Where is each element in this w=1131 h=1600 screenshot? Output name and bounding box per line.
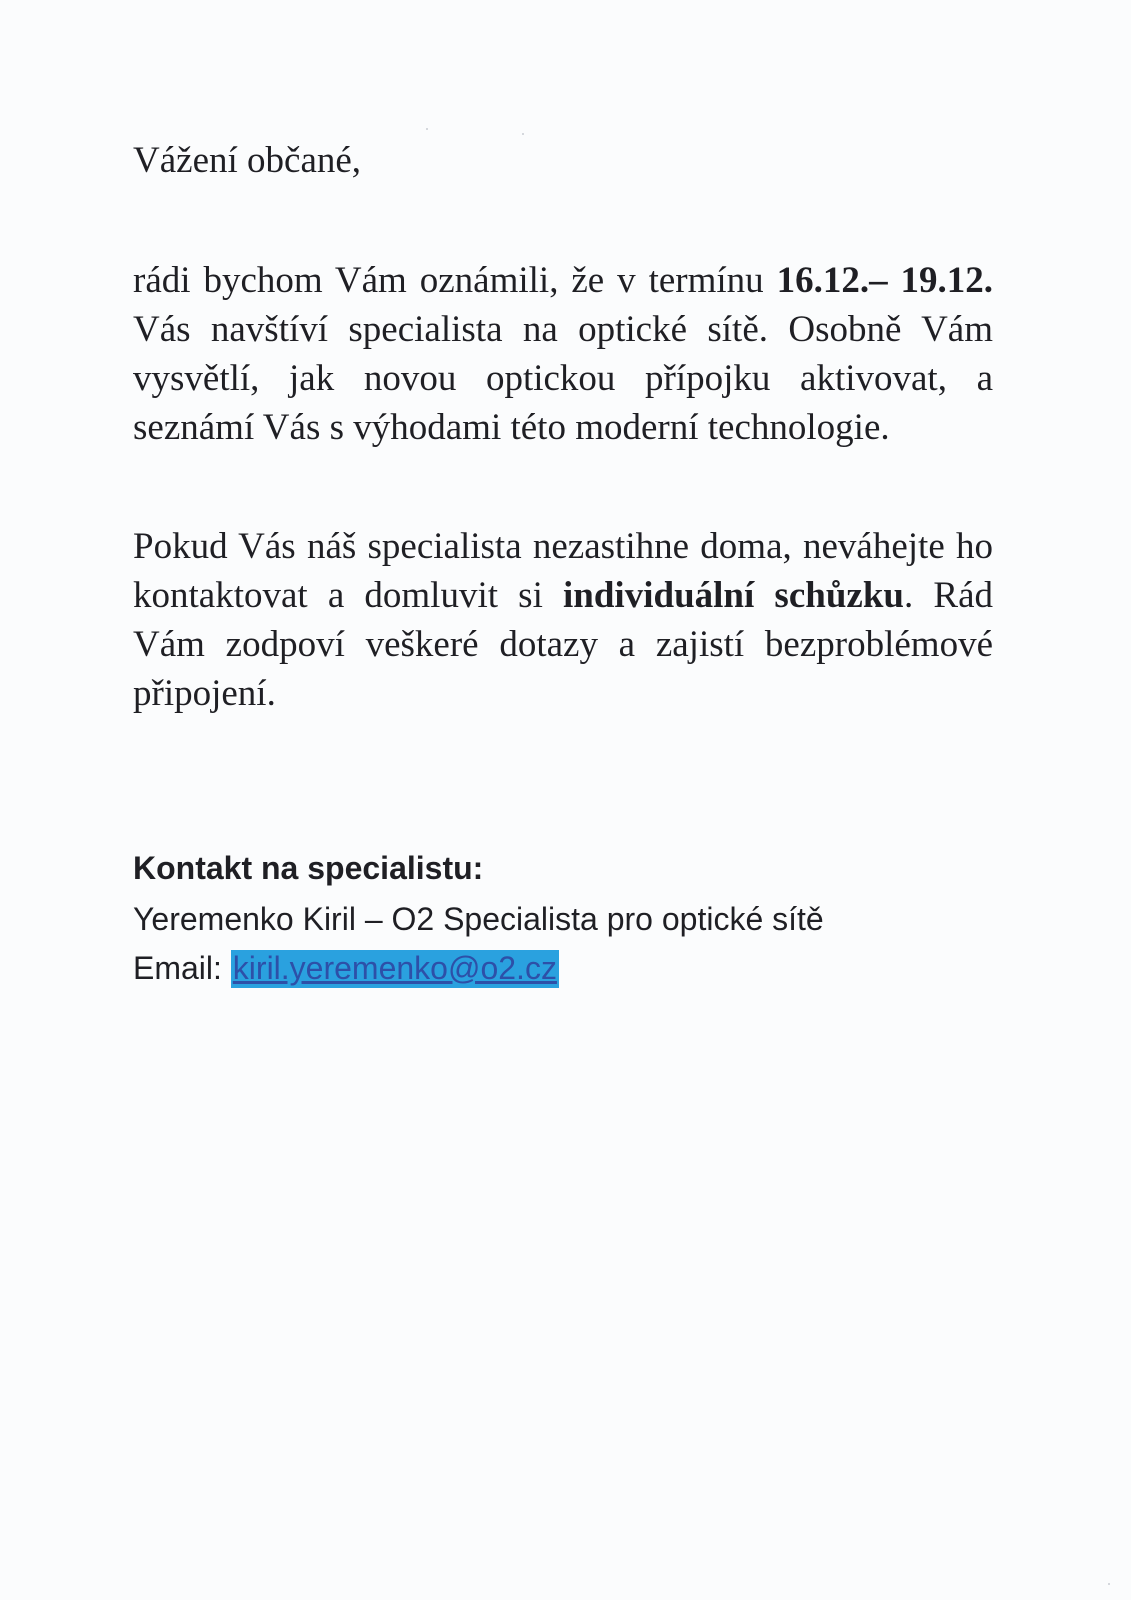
contact-heading: Kontakt na specialistu: xyxy=(133,850,484,886)
greeting: Vážení občané, xyxy=(133,140,362,181)
visit-date-range: 16.12.– 19.12. xyxy=(776,260,993,301)
scan-speck xyxy=(426,128,428,130)
paragraph2-text-end: . Rád Vám zodpoví veškeré dotazy a zajistí bezproblémové připojení. xyxy=(133,575,993,714)
email-link[interactable]: kiril.yeremenko@o2.cz xyxy=(232,950,557,986)
contact-name-line: Yeremenko Kiril – O2 Specialista pro optické sítě xyxy=(133,901,824,937)
paragraph1-text-end: Vás navštíví specialista na optické sítě. Osobně Vám vysvětlí, jak novou optickou přípojku aktivovat, a seznámí Vás s výhodami této moderní technologie. xyxy=(133,309,993,448)
paragraph2-text-start: Pokud Vás náš specialista nezastihne doma, neváhejte ho kontaktovat a domluvit si xyxy=(133,526,993,616)
individual-appointment-emphasis: individuální schůzku xyxy=(563,575,904,616)
paragraph1-text-start: rádi bychom Vám oznámili, že v termínu xyxy=(133,260,777,301)
contact-email-line xyxy=(133,946,559,990)
paragraph-visit-announcement xyxy=(133,256,993,452)
paragraph-appointment xyxy=(133,522,993,718)
scan-speck xyxy=(522,133,524,135)
email-label: Email: xyxy=(133,950,231,986)
scan-speck xyxy=(1108,1583,1110,1585)
